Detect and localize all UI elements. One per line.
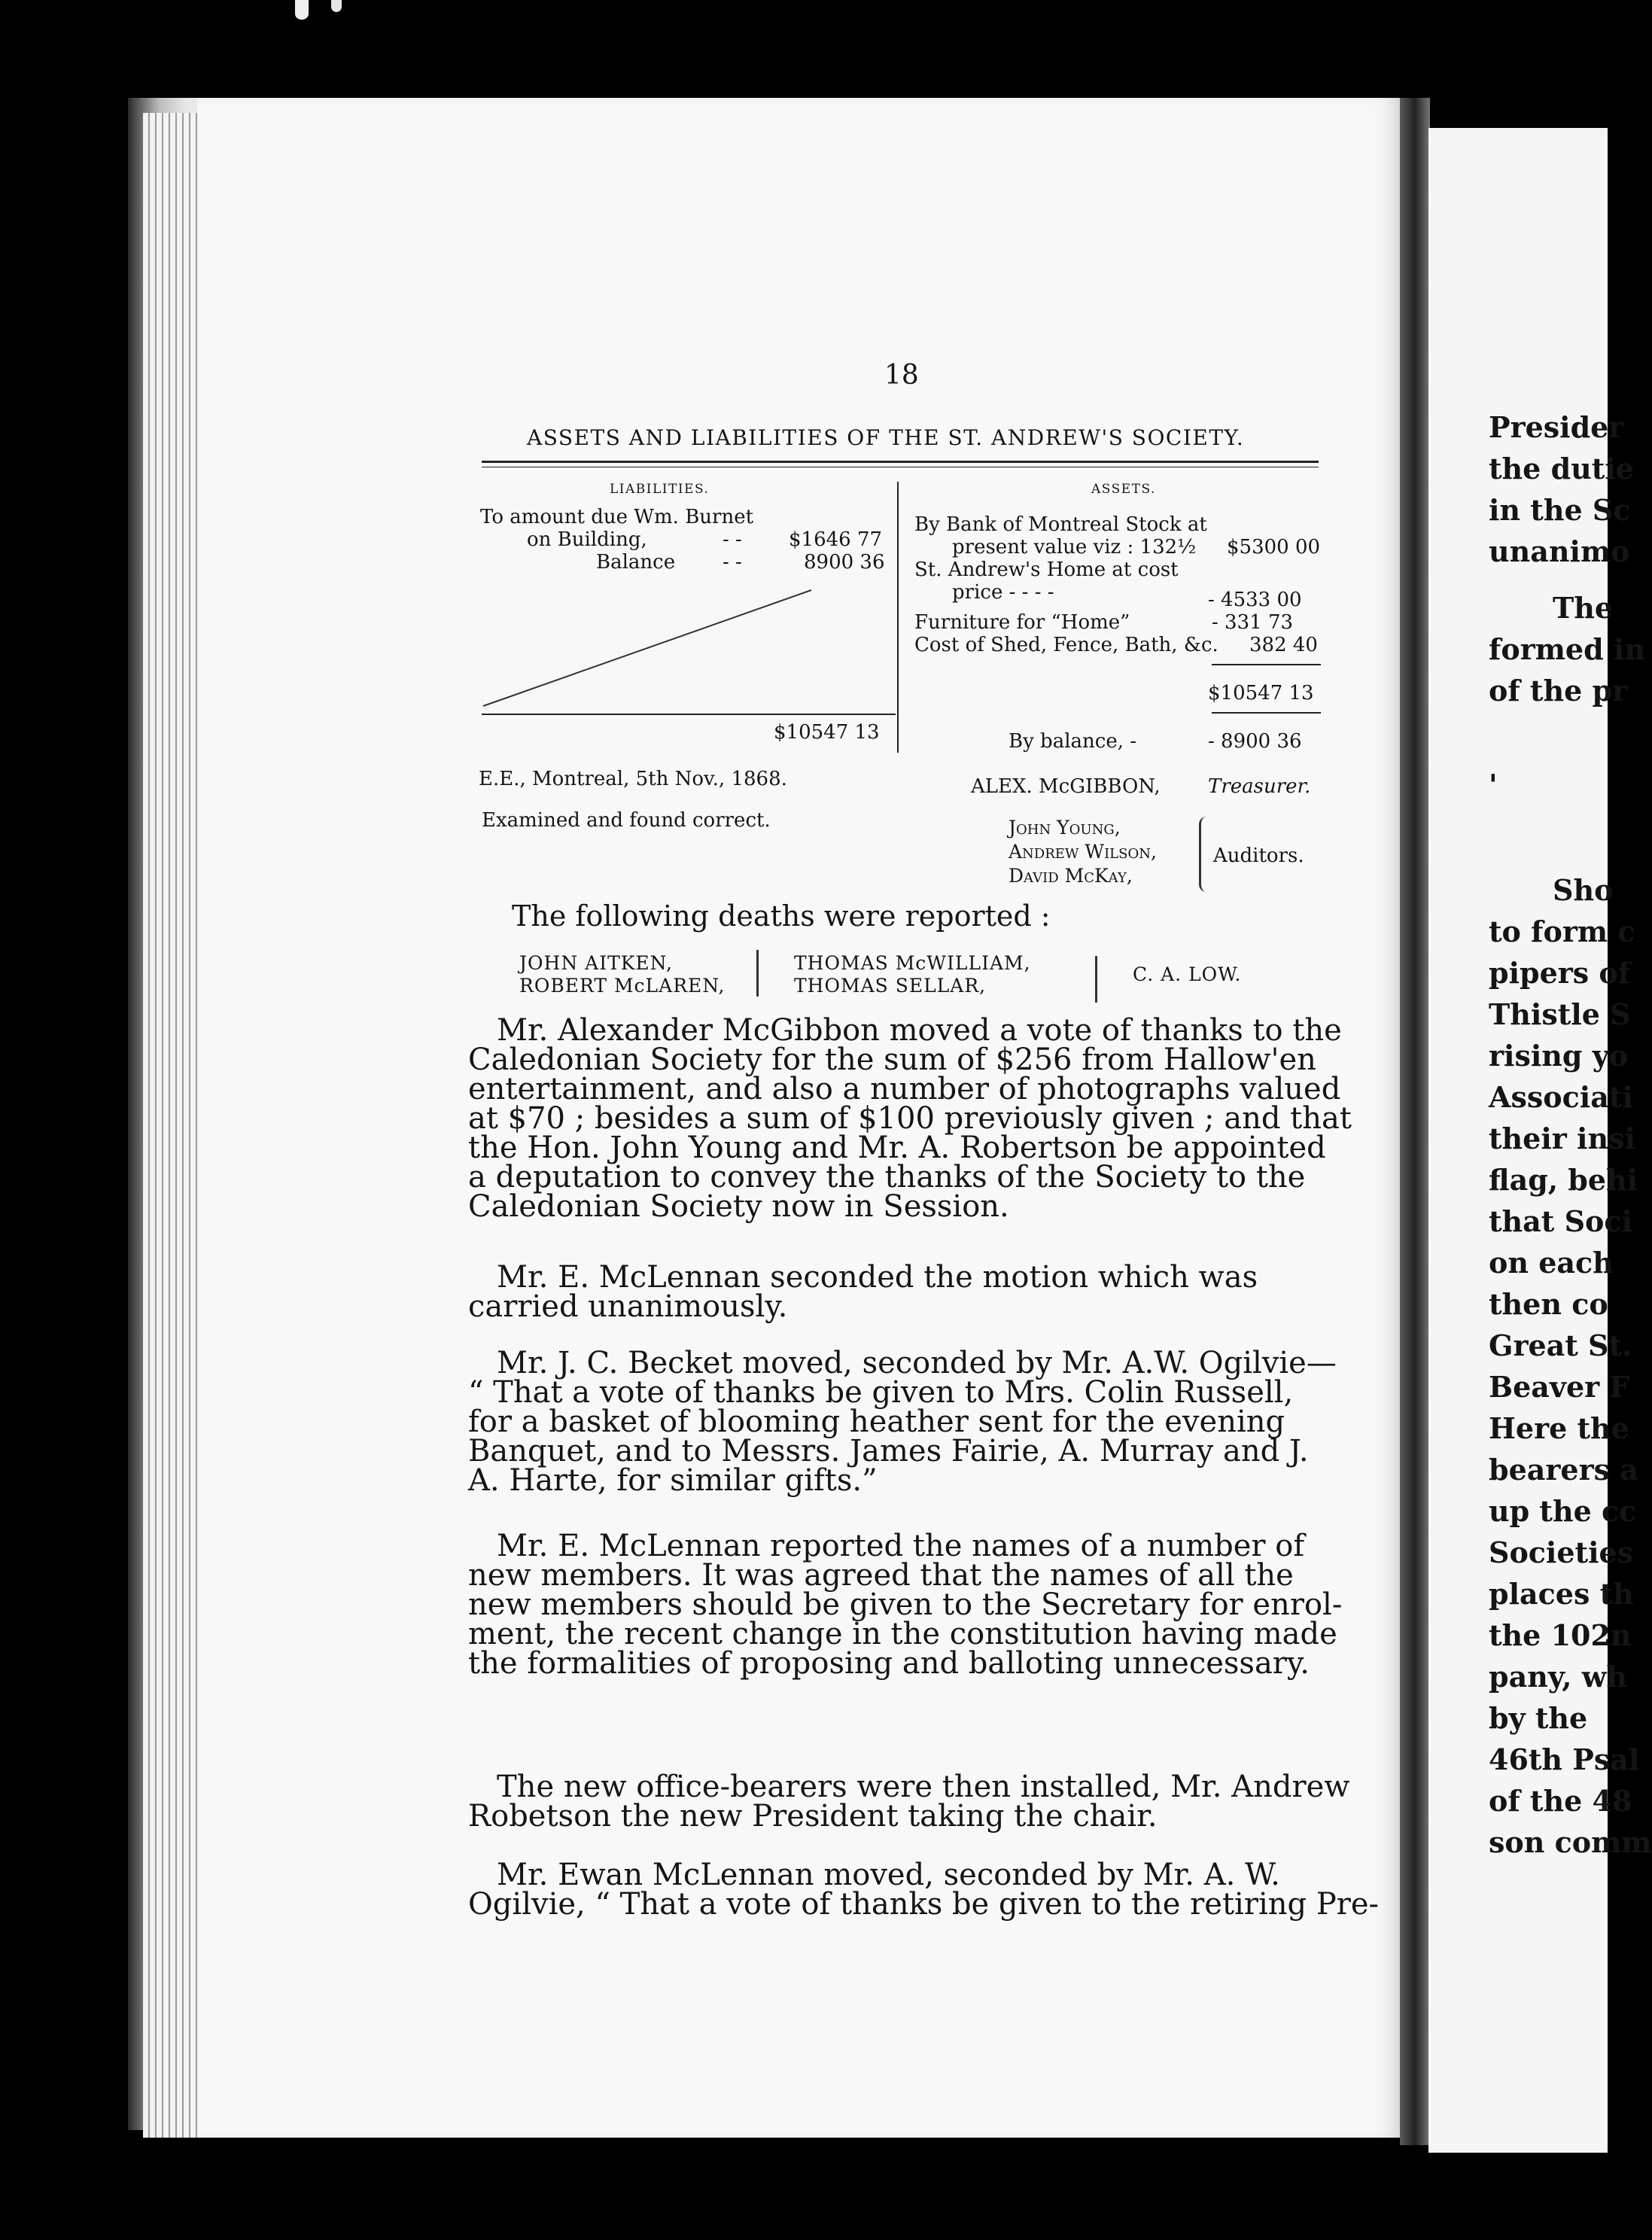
facing-page-line: of the 48: [1489, 1784, 1632, 1818]
paragraph-line: Mr. J. C. Becket moved, seconded by Mr. A.W. Ogilvie—: [497, 1346, 1337, 1380]
treasurer-title: Treasurer.: [1208, 775, 1311, 798]
facing-page-line: Beaver F: [1489, 1370, 1630, 1404]
facing-page-line: Here the: [1489, 1411, 1629, 1445]
auditors-brace: [1199, 817, 1213, 892]
liabilities-total-rule: [482, 714, 896, 715]
auditors-label: Auditors.: [1213, 845, 1304, 867]
death-name: THOMAS McWILLIAM,: [794, 952, 1031, 974]
paragraph-line: Mr. E. McLennan seconded the motion which was: [497, 1260, 1258, 1295]
facing-page-line: Sho: [1553, 873, 1614, 907]
asset-line: St. Andrew's Home at cost: [914, 558, 1179, 581]
paragraph-line: at $70 ; besides a sum of $100 previously given ; and that: [468, 1101, 1352, 1136]
facing-page-line: rising yo: [1489, 1039, 1629, 1073]
facing-page-line: in the Sc: [1489, 493, 1631, 527]
asset-amount: - 4533 00: [1208, 589, 1302, 611]
paragraph-line: The new office-bearers were then installed, Mr. Andrew: [497, 1770, 1350, 1804]
liability-label: on Building,: [527, 528, 647, 551]
page-number: 18: [884, 360, 919, 391]
place-date: E.E., Montreal, 5th Nov., 1868.: [479, 768, 787, 790]
auditor-name: John Young,: [1009, 817, 1121, 838]
scan-artifact-mark: [331, 0, 342, 12]
asset-amount: - 331 73: [1212, 611, 1294, 634]
book-gutter: [1400, 98, 1430, 2145]
facing-page-line: to form c: [1489, 915, 1635, 948]
facing-page-line: pipers of: [1489, 956, 1631, 990]
liabilities-cancel-line: [482, 587, 813, 708]
death-name: JOHN AITKEN,: [519, 952, 673, 974]
death-name: C. A. LOW.: [1133, 963, 1242, 985]
assets-total-rule-bottom: [1212, 712, 1321, 714]
facing-page-line: then co: [1489, 1287, 1608, 1321]
paragraph-line: the formalities of proposing and balloting unnecessary.: [468, 1646, 1310, 1681]
facing-page-line: places th: [1489, 1577, 1634, 1611]
asset-label: Furniture for “Home”: [914, 611, 1130, 634]
column-divider: [897, 482, 899, 753]
facing-page-line: Societies: [1489, 1535, 1634, 1569]
scan-artifact-mark: [295, 0, 309, 20]
paragraph-line: Ogilvie, “ That a vote of thanks be given to the retiring Pre-: [468, 1887, 1380, 1922]
facing-page-line: ': [1489, 768, 1498, 802]
facing-page-line: that Soci: [1489, 1204, 1632, 1238]
facing-page-line: Thistle S: [1489, 997, 1631, 1031]
liability-line: To amount due Wm. Burnet: [480, 506, 754, 528]
assets-total: $10547 13: [1208, 682, 1314, 705]
asset-label: present value viz : 132½: [952, 536, 1197, 558]
auditor-name: Andrew Wilson,: [1009, 841, 1157, 863]
facing-page-line: 46th Psal: [1489, 1742, 1640, 1776]
page-heading: ASSETS AND LIABILITIES OF THE ST. ANDREW'S SOCIETY.: [527, 425, 1245, 450]
paragraph-line: Caledonian Society for the sum of $256 from Hallow'en: [468, 1042, 1316, 1077]
paragraph-line: a deputation to convey the thanks of the Society to the: [468, 1160, 1306, 1195]
deaths-divider: [1095, 956, 1097, 1003]
liability-label: Balance: [596, 551, 676, 574]
facing-page-line: pany, wh: [1489, 1660, 1628, 1694]
facing-page-line: Associati: [1489, 1080, 1633, 1114]
facing-page-line: on each: [1489, 1246, 1614, 1280]
deaths-intro: The following deaths were reported :: [512, 899, 1051, 933]
paragraph-line: new members should be given to the Secretary for enrol-: [468, 1587, 1343, 1622]
paragraph-line: Mr. Alexander McGibbon moved a vote of thanks to the: [497, 1013, 1342, 1048]
paragraph-line: Caledonian Society now in Session.: [468, 1189, 1009, 1224]
facing-page-line: by the: [1489, 1701, 1588, 1735]
paragraph-line: Banquet, and to Messrs. James Fairie, A. Murray and J.: [468, 1434, 1309, 1468]
treasurer-name: ALEX. McGIBBON,: [971, 775, 1161, 798]
facing-page-line: the 102n: [1489, 1618, 1632, 1652]
paragraph-line: “ That a vote of thanks be given to Mrs. Colin Russell,: [468, 1375, 1294, 1410]
facing-page-line: flag, behi: [1489, 1163, 1638, 1197]
paragraph-line: carried unanimously.: [468, 1289, 788, 1324]
paragraph-line: ment, the recent change in the constitution having made: [468, 1617, 1337, 1651]
paragraph-line: Mr. E. McLennan reported the names of a number of: [497, 1529, 1305, 1563]
auditor-name: David McKay,: [1009, 865, 1133, 887]
facing-page-line: of the pr: [1489, 674, 1628, 708]
liability-dashes: - -: [723, 551, 742, 574]
facing-page-line: The: [1553, 591, 1614, 625]
asset-label: price - - - -: [952, 581, 1054, 604]
paragraph-line: the Hon. John Young and Mr. A. Robertson be appointed: [468, 1131, 1326, 1165]
paragraph-line: for a basket of blooming heather sent for the evening: [468, 1405, 1285, 1439]
balance-amount: - 8900 36: [1208, 730, 1302, 753]
paragraph-line: Mr. Ewan McLennan moved, seconded by Mr. A. W.: [497, 1858, 1280, 1892]
right-page: [1428, 128, 1652, 2153]
assets-total-rule: [1212, 664, 1321, 665]
facing-page-line: son comm: [1489, 1825, 1652, 1859]
facing-page-line: Presider: [1489, 410, 1624, 444]
asset-amount: $5300 00: [1227, 536, 1321, 558]
asset-line: By Bank of Montreal Stock at: [914, 513, 1207, 536]
examined-note: Examined and found correct.: [482, 809, 771, 832]
death-name: THOMAS SELLAR,: [794, 975, 987, 997]
facing-page-line: their insi: [1489, 1122, 1635, 1155]
facing-page-line: the dutie: [1489, 452, 1634, 485]
paragraph-line: entertainment, and also a number of photographs valued: [468, 1072, 1341, 1106]
liabilities-total: $10547 13: [774, 721, 880, 744]
heading-rule: [482, 461, 1319, 463]
liability-dashes: - -: [723, 528, 742, 551]
liabilities-header: LIABILITIES.: [610, 482, 710, 497]
paragraph-line: A. Harte, for similar gifts.”: [468, 1463, 878, 1498]
facing-page-line: formed in: [1489, 632, 1645, 666]
facing-page-line: Great St.: [1489, 1328, 1632, 1362]
facing-page-line: unanimo: [1489, 534, 1630, 568]
asset-amount: 382 40: [1249, 634, 1318, 656]
facing-page-line: bearers a: [1489, 1453, 1638, 1487]
liability-amount: 8900 36: [804, 551, 885, 574]
balance-label: By balance, -: [1009, 730, 1137, 753]
death-name: ROBERT McLAREN,: [519, 975, 726, 997]
paragraph-line: new members. It was agreed that the names of all the: [468, 1558, 1294, 1593]
facing-page-line: up the cc: [1489, 1494, 1637, 1528]
paragraph-line: Robetson the new President taking the chair.: [468, 1799, 1158, 1834]
liability-amount: $1646 77: [789, 528, 883, 551]
assets-header: ASSETS.: [1091, 482, 1156, 497]
deaths-divider: [756, 950, 759, 997]
asset-label: Cost of Shed, Fence, Bath, &c.: [914, 634, 1218, 656]
